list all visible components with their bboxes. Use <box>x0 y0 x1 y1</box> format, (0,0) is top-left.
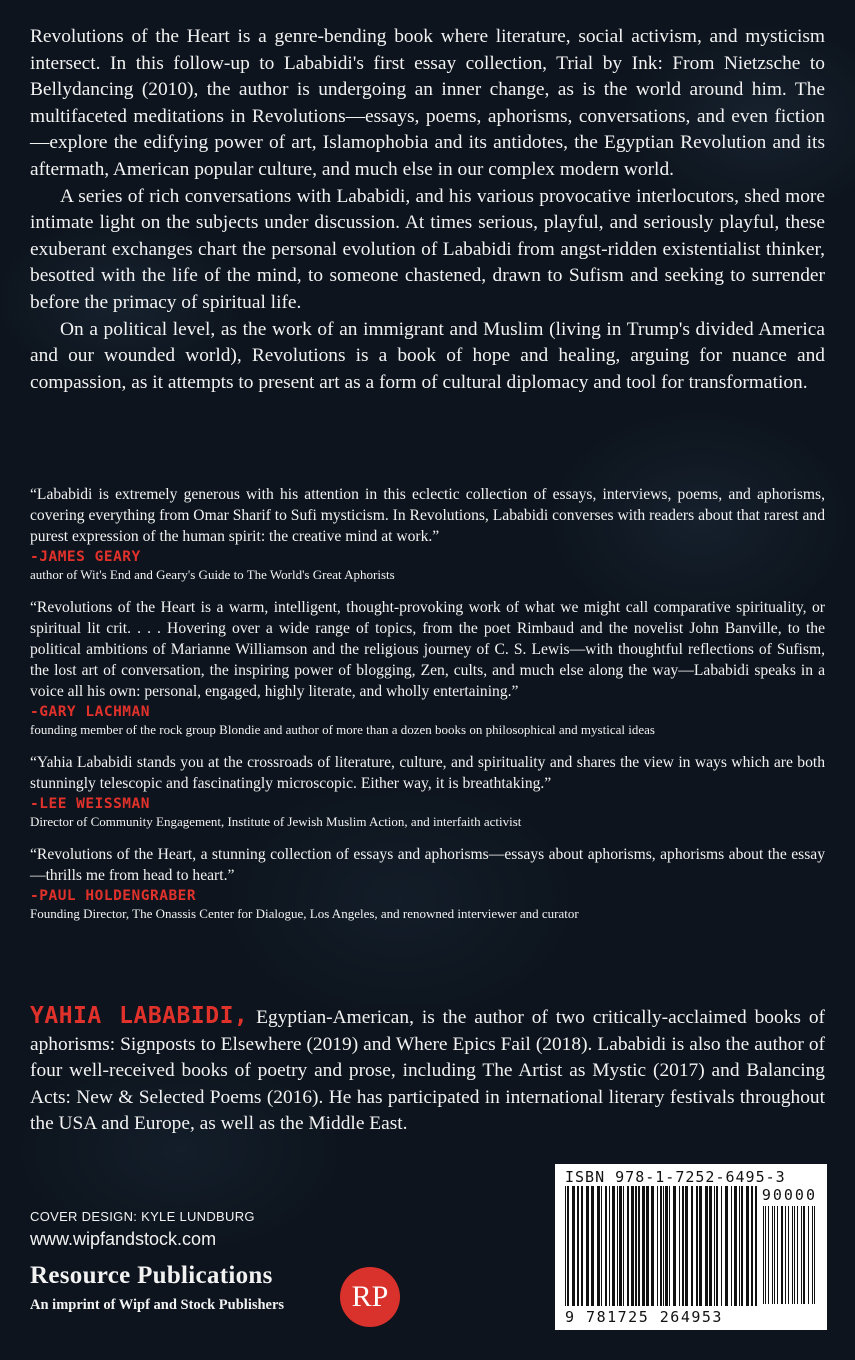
cover-design-credit: COVER DESIGN: KYLE LUNDBURG <box>30 1209 255 1224</box>
endorsement-text: “Lababidi is extremely generous with his attention in this eclectic collection of essays, interviews, poems, and aphorisms, covering everything from Omar Sharif to Sufi mysticism. In Revolutions, Lababidi converses with readers about that rarest and purest expression of the human spirit: the creative mind at work.” <box>30 486 825 545</box>
isbn-barcode <box>555 1164 827 1330</box>
description-paragraph-3: On a political level, as the work of an immigrant and Muslim (living in Trump's divided America and our wounded world), Revolutions is a book of hope and healing, arguing for nuance and compassion, as it attempts to present art as a form of cultural diplomacy and tool for transformation. <box>30 318 825 393</box>
author-bio-text: Egyptian-American, is the author of two critically-acclaimed books of aphorisms: Signposts to Elsewhere (2019) and Where Epics Fail (2018). Lababidi is also the author of four well-received books of poetry and prose, including The Artist as Mystic (2017) and Balancing Acts: New & Selected Poems (2016). He has participated in international literary festivals throughout the USA and Europe, as well as the Middle East. <box>30 1007 825 1135</box>
description-paragraph-2: A series of rich conversations with Lababidi, and his various provocative interlocutors, shed more intimate light on the subjects under discussion. At times serious, playful, and seriously playful, these exuberant exchanges chart the personal evolution of Lababidi from angst-ridden existentialist thinker, besotted with the life of the mind, to someone chastened, drawn to Sufism and seeking to surrender before the primacy of spiritual life. <box>30 185 825 313</box>
endorsement-text: “Yahia Lababidi stands you at the crossroads of literature, culture, and spirituality and shares the view in ways which are both stunningly telescopic and fascinatingly microscopic. Either way, it is breathtaking.” <box>30 754 825 792</box>
publisher-website: www.wipfandstock.com <box>30 1229 217 1249</box>
isbn-number: ISBN 978-1-7252-6495-3 <box>565 1168 786 1186</box>
publisher-imprint: An imprint of Wipf and Stock Publishers <box>30 1297 285 1313</box>
endorsement <box>30 597 825 738</box>
endorsement-credit: Founding Director, The Onassis Center for Dialogue, Los Angeles, and renowned interviewer and curator <box>30 906 579 921</box>
addon-barcode-bars <box>763 1206 817 1304</box>
author-name: YAHIA LABABIDI, <box>30 1003 249 1029</box>
endorsement-author: -LEE WEISSMAN <box>30 796 150 812</box>
barcode-bars <box>565 1186 757 1306</box>
publisher-logo: RP <box>340 1267 400 1327</box>
endorsements <box>30 484 825 936</box>
publisher-name: Resource Publications <box>30 1262 273 1289</box>
endorsement-credit: founding member of the rock group Blondie and author of more than a dozen books on philosophical and mystical ideas <box>30 722 655 737</box>
endorsement <box>30 752 825 830</box>
endorsement-credit: author of Wit's End and Geary's Guide to The World's Great Aphorists <box>30 567 395 582</box>
endorsement-text: “Revolutions of the Heart is a warm, intelligent, thought-provoking work of what we might call comparative spirituality, or spiritual lit crit. . . . Hovering over a wide range of topics, from the poet Rimbaud and the novelist John Banville, to the political ambitions of Marianne Williamson and the religious journey of C. S. Lewis—with thoughtful reflections of Sufism, the lost art of conversation, the inspiring power of blogging, Zen, cults, and much else along the way—Lababidi speaks in a voice all his own: personal, engaged, highly literate, and wholly entertaining.” <box>30 599 825 700</box>
endorsement-credit: Director of Community Engagement, Institute of Jewish Muslim Action, and interfaith activist <box>30 814 522 829</box>
endorsement-author: -GARY LACHMAN <box>30 704 150 720</box>
endorsement <box>30 484 825 583</box>
ean-digits: 9 781725 264953 <box>565 1308 723 1326</box>
description <box>30 24 825 396</box>
author-bio <box>30 1003 825 1138</box>
endorsement-text: “Revolutions of the Heart, a stunning collection of essays and aphorisms—essays about aphorisms, aphorisms about the essay—thrills me from head to heart.” <box>30 846 825 884</box>
description-paragraph-1: Revolutions of the Heart is a genre-bending book where literature, social activism, and mysticism intersect. In this follow-up to Lababidi's first essay collection, Trial by Ink: From Nietzsche to Bellydancing (2010), the author is undergoing an inner change, as is the world around him. The multifaceted meditations in Revolutions—essays, poems, aphorisms, conversations, and even fiction—explore the edifying power of art, Islamophobia and its antidotes, the Egyptian Revolution and its aftermath, American popular culture, and much else in our complex modern world. <box>30 26 825 180</box>
endorsement <box>30 844 825 922</box>
price-code: 90000 <box>761 1186 817 1204</box>
endorsement-author: -JAMES GEARY <box>30 549 141 565</box>
endorsement-author: -PAUL HOLDENGRABER <box>30 888 197 904</box>
